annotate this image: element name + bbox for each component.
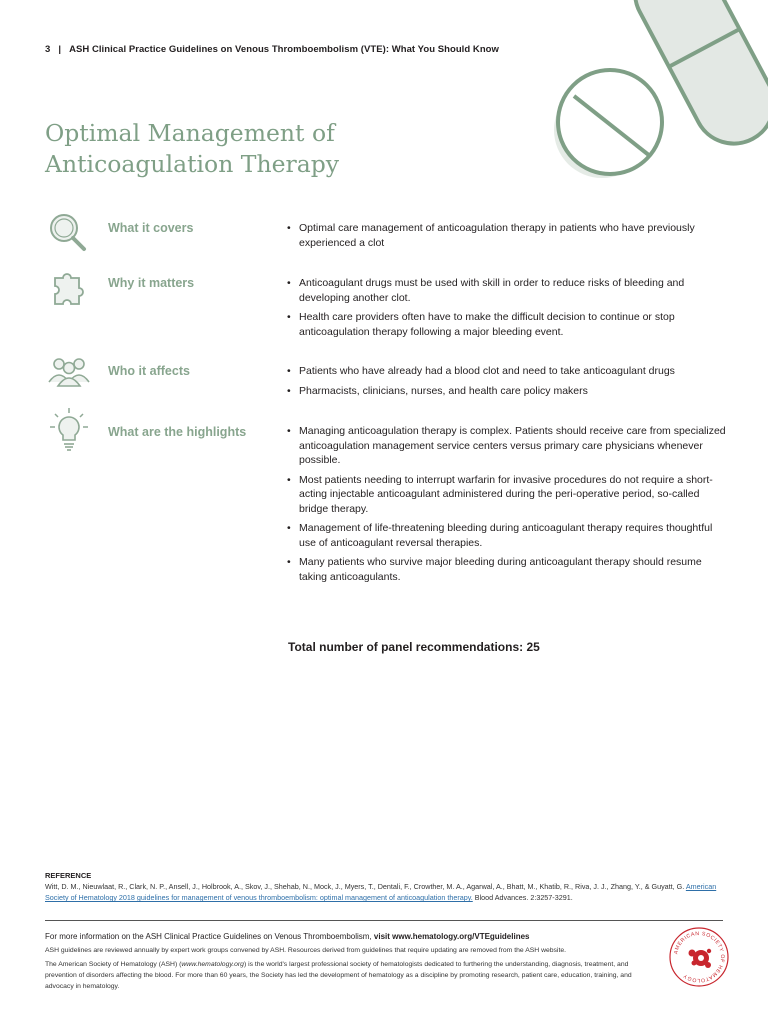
bullet-list-what-it-covers: [287, 221, 727, 255]
footer-divider: [45, 920, 723, 921]
page-number: 3: [45, 44, 51, 55]
list-item: • Optimal care management of anticoagulation therapy in patients who have previously experienced a clot: [287, 221, 727, 250]
header-separator: |: [58, 44, 62, 55]
footer-more-info-link[interactable]: visit www.hematology.org/VTEguidelines: [373, 932, 530, 941]
page-title-line1: Optimal Management of: [45, 119, 335, 147]
magnifier-icon: [45, 208, 93, 256]
list-item: • Patients who have already had a blood clot and need to take anticoagulant drugs: [287, 364, 727, 379]
reference-heading: REFERENCE: [45, 871, 92, 880]
footer-about-prefix: The American Society of Hematology (ASH) (: [45, 961, 182, 968]
section-label-why-it-matters: Why it matters: [108, 276, 195, 290]
reference-link[interactable]: American Society of Hematology 2018 guidelines for management of venous thromboembolism: optimal management of anticoagulation therapy.: [45, 882, 717, 902]
pill-tablet: [554, 70, 662, 178]
list-item: • Pharmacists, clinicians, nurses, and health care policy makers: [287, 384, 727, 399]
header-title: ASH Clinical Practice Guidelines on Venous Thromboembolism (VTE): What You Should Know: [69, 44, 499, 55]
section-label-what-are-the-highlights: What are the highlights: [108, 425, 247, 439]
list-item: • Most patients needing to interrupt warfarin for invasive procedures do not require a short-acting injectable anticoagulant administered during the peri-operative period, so-called bridge therapy.: [287, 473, 727, 517]
footer-about: [45, 959, 660, 992]
bullet-list-who-it-affects: [287, 364, 727, 403]
pills-illustration: [540, 0, 768, 200]
page-header: [45, 44, 499, 55]
bullet-list-highlights: [287, 424, 727, 589]
footer-more-info: [45, 932, 529, 941]
section-label-who-it-affects: Who it affects: [108, 364, 190, 378]
list-item: • Management of life-threatening bleeding during anticoagulant therapy requires thoughtful use of anticoagulant reversal therapies.: [287, 521, 727, 550]
people-icon: [45, 350, 93, 398]
reference-citation: [45, 881, 725, 903]
list-item: • Managing anticoagulation therapy is complex. Patients should receive care from specialized anticoagulation management service centers versus primary care physicians whenever possible.: [287, 424, 727, 468]
footer-about-url[interactable]: www.hematology.org: [181, 961, 244, 968]
puzzle-icon: [45, 266, 93, 314]
list-item: • Health care providers often have to make the difficult decision to continue or stop anticoagulation therapy following a major bleeding event.: [287, 310, 727, 339]
reference-journal: Blood Advances. 2:3257-3291.: [474, 893, 573, 902]
footer-more-info-prefix: For more information on the ASH Clinical Practice Guidelines on Venous Thromboembolism,: [45, 932, 374, 941]
lightbulb-icon: [45, 406, 93, 454]
list-item: • Many patients who survive major bleeding during anticoagulant therapy should resume taking anticoagulants.: [287, 555, 727, 584]
footer-review-note: ASH guidelines are reviewed annually by expert work groups convened by ASH. Resources derived from guidelines that require updating are removed from the ASH website.: [45, 947, 566, 954]
page-title-line2: Anticoagulation Therapy: [45, 150, 340, 178]
ash-seal-logo: [668, 926, 730, 988]
list-item: • Anticoagulant drugs must be used with skill in order to reduce risks of bleeding and developing another clot.: [287, 276, 727, 305]
reference-authors: Witt, D. M., Nieuwlaat, R., Clark, N. P., Ansell, J., Holbrook, A., Skov, J., Shehab, N., Mock, J., Myers, T., Dentali, F., Crowther, M. A., Agarwal, A., Bhatt, M., Khatib, R., Riva, J. J., Zhang, Y., & Guyatt, G.: [45, 882, 685, 891]
section-label-what-it-covers: What it covers: [108, 221, 194, 235]
page-title: [45, 118, 465, 180]
total-recommendations: Total number of panel recommendations: 25: [288, 640, 540, 654]
footer-about-suffix: ) is the world's largest professional society of hematologists dedicated to furthering the understanding, diagnosis, treatment, and prevention of disorders affecting the blood. For more than 60 years, the Society has led the development of hematology as a discipline by promoting research, patient care, education, training, and advocacy in hematology.: [45, 961, 632, 990]
bullet-list-why-it-matters: [287, 276, 727, 344]
seal-text: AMERICAN SOCIETY OF HEMATOLOGY: [673, 930, 726, 984]
